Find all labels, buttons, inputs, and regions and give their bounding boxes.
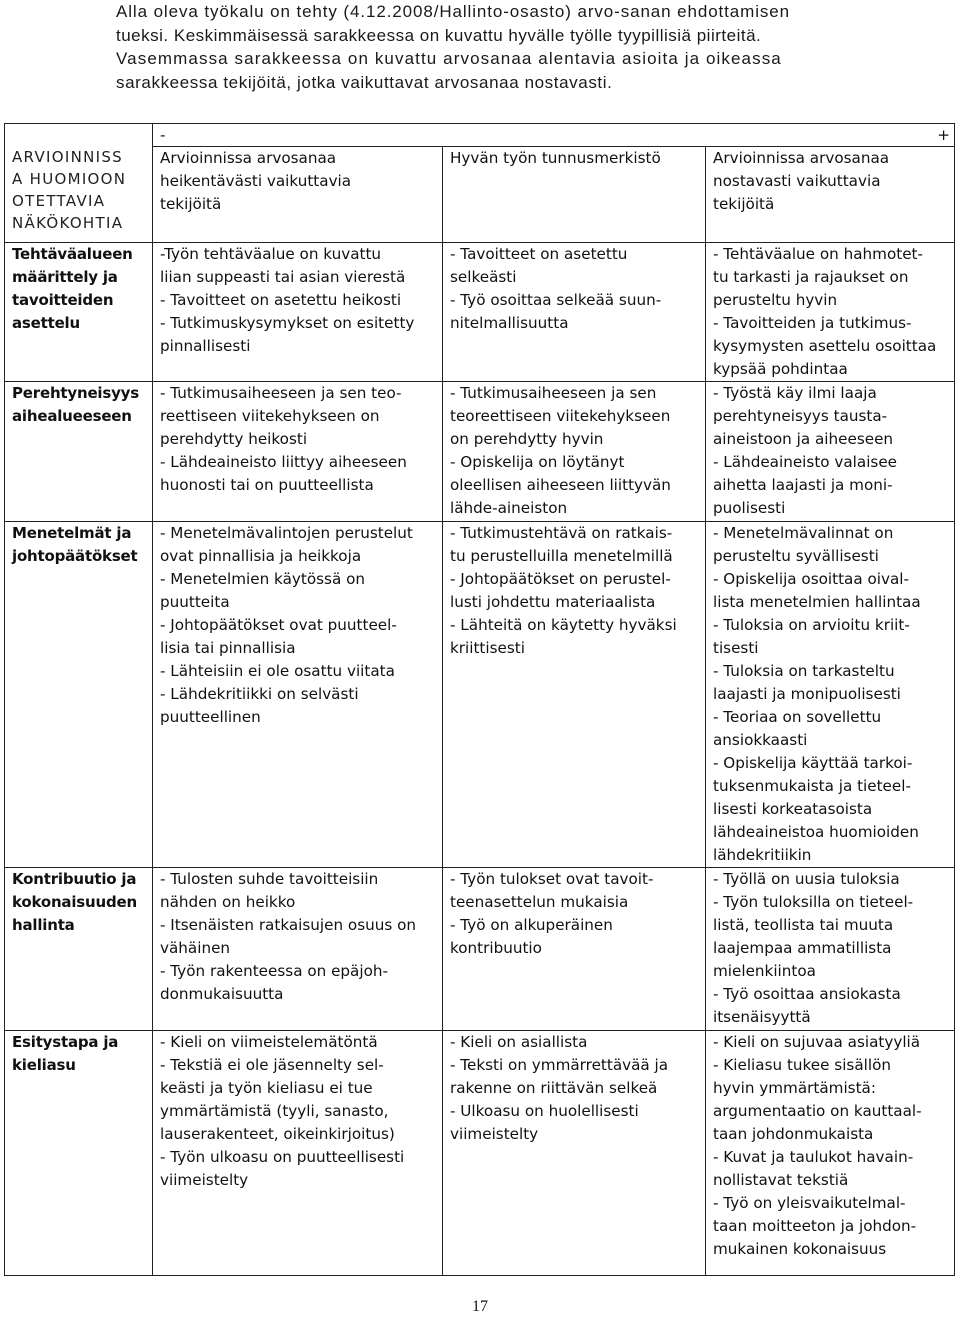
- intro-paragraph: [116, 0, 884, 94]
- row-raising: - Työllä on uusia tuloksia - Työn tuloksilla on tieteel- listä, teollista tai muuta laajempaa ammatillista mielenkiintoa - Työ osoittaa ansiokasta itsenäisyyttä: [706, 868, 955, 1031]
- intro-line: Vasemmassa sarakkeessa on kuvattu arvosanaa alentavia asioita ja oikeassa: [116, 49, 782, 68]
- row-raising: - Työstä käy ilmi laaja perehtyneisyys tausta- aineistoon ja aiheeseen - Lähdeaineisto valaisee aihetta laajasti ja moni- puolisesti: [706, 382, 955, 522]
- header-aspect: ARVIOINNISS A HUOMIOON OTETTAVIA NÄKÖKOHTIA: [5, 124, 153, 243]
- row-raising: - Menetelmävalinnat on perusteltu syvällisesti - Opiskelija osoittaa oival- lista menetelmien hallintaa - Tuloksia on arvioitu kriit- tisesti - Tuloksia on tarkasteltu laajasti ja monipuolisesti - Teoriaa on sovellettu ansiokkaasti - Opiskelija käyttää tarkoi- tuksenmukaista ja tieteel- lisesti korkeatasoista lähdeaineistoa huomioiden lähdekritiikin: [706, 522, 955, 868]
- row-lowering: - Tutkimusaiheeseen ja sen teo- reettiseen viitekehykseen on perehdytty heikosti - Lähdeaineisto liittyy aiheeseen huonosti tai on puutteellista: [153, 382, 443, 522]
- row-aspect: Esitystapa ja kieliasu: [5, 1031, 153, 1276]
- row-lowering: - Kieli on viimeistelemätöntä - Tekstiä ei ole jäsennelty sel- keästi ja työn kieliasu ei tue ymmärtämistä (tyyli, sanasto, lauserakenteet, oikeinkirjoitus) - Työn ulkoasu on puutteellisesti viimeistelty: [153, 1031, 443, 1276]
- row-good: - Tavoitteet on asetettu selkeästi - Työ osoittaa selkeää suun- nitelmallisuutta: [443, 243, 706, 382]
- row-lowering: -Työn tehtäväalue on kuvattu liian suppeasti tai asian vierestä - Tavoitteet on asetettu heikosti - Tutkimuskysymykset on esitetty pinnallisesti: [153, 243, 443, 382]
- table-row: [5, 1031, 955, 1276]
- table-row: [5, 382, 955, 522]
- page-number: 17: [472, 1298, 488, 1315]
- row-raising: - Tehtäväalue on hahmotet- tu tarkasti ja rajaukset on perusteltu hyvin - Tavoitteiden ja tutkimus- kysymysten asettelu osoittaa kypsää pohdintaa: [706, 243, 955, 382]
- row-good: - Työn tulokset ovat tavoit- teenasettelun mukaisia - Työ on alkuperäinen kontribuutio: [443, 868, 706, 1031]
- row-lowering: - Menetelmävalintojen perustelut ovat pinnallisia ja heikkoja - Menetelmien käytössä on puutteita - Johtopäätökset ovat puutteel- lisia tai pinnallisia - Lähteisiin ei ole osattu viitata - Lähdekritiikki on selvästi puutteellinen: [153, 522, 443, 868]
- header-raising: Arvioinnissa arvosanaa nostavasti vaikuttavia tekijöitä: [706, 147, 955, 243]
- header-lowering: Arvioinnissa arvosanaa heikentävästi vaikuttavia tekijöitä: [153, 147, 443, 243]
- row-aspect: Kontribuutio ja kokonaisuuden hallinta: [5, 868, 153, 1031]
- sign-row: [5, 124, 955, 147]
- table-row: [5, 522, 955, 868]
- table-row: [5, 243, 955, 382]
- row-aspect: Tehtäväalueen määrittely ja tavoitteiden asettelu: [5, 243, 153, 382]
- plus-sign: +: [706, 124, 955, 147]
- row-aspect: Perehtyneisyys aihealueeseen: [5, 382, 153, 522]
- intro-line: tueksi. Keskimmäisessä sarakkeessa on kuvattu hyvälle työlle tyypillisiä piirteitä.: [116, 25, 762, 45]
- row-lowering: - Tulosten suhde tavoitteisiin nähden on heikko - Itsenäisten ratkaisujen osuus on vähäinen - Työn rakenteessa on epäjoh- donmukaisuutta: [153, 868, 443, 1031]
- assessment-table: [4, 123, 955, 1276]
- row-good: - Tutkimusaiheeseen ja sen teoreettiseen viitekehykseen on perehdytty hyvin - Opiskelija on löytänyt oleellisen aiheeseen liittyvän lähde-aineiston: [443, 382, 706, 522]
- sign-spacer: [443, 124, 706, 147]
- intro-line: sarakkeessa tekijöitä, jotka vaikuttavat arvosanaa nostavasti.: [116, 72, 613, 92]
- row-good: - Kieli on asiallista - Teksti on ymmärrettävää ja rakenne on riittävän selkeä - Ulkoasu on huolellisesti viimeistelty: [443, 1031, 706, 1276]
- table-row: [5, 868, 955, 1031]
- minus-sign: -: [153, 124, 443, 147]
- intro-line: Alla oleva työkalu on tehty (4.12.2008/Hallinto-osasto) arvo-sanan ehdottamisen: [116, 2, 791, 21]
- header-good: Hyvän työn tunnusmerkistö: [443, 147, 706, 243]
- row-good: - Tutkimustehtävä on ratkais- tu perustelluilla menetelmillä - Johtopäätökset on perustel- lusti johdettu materiaalista - Lähteitä on käytetty hyväksi kriittisesti: [443, 522, 706, 868]
- row-raising: - Kieli on sujuvaa asiatyyliä - Kieliasu tukee sisällön hyvin ymmärtämistä: argumentaatio on kauttaal- taan johdonmukaista - Kuvat ja taulukot havain- nollistavat tekstiä - Työ on yleisvaikutelmal- taan moitteeton ja johdon- mukainen kokonaisuus: [706, 1031, 955, 1276]
- row-aspect: Menetelmät ja johtopäätökset: [5, 522, 153, 868]
